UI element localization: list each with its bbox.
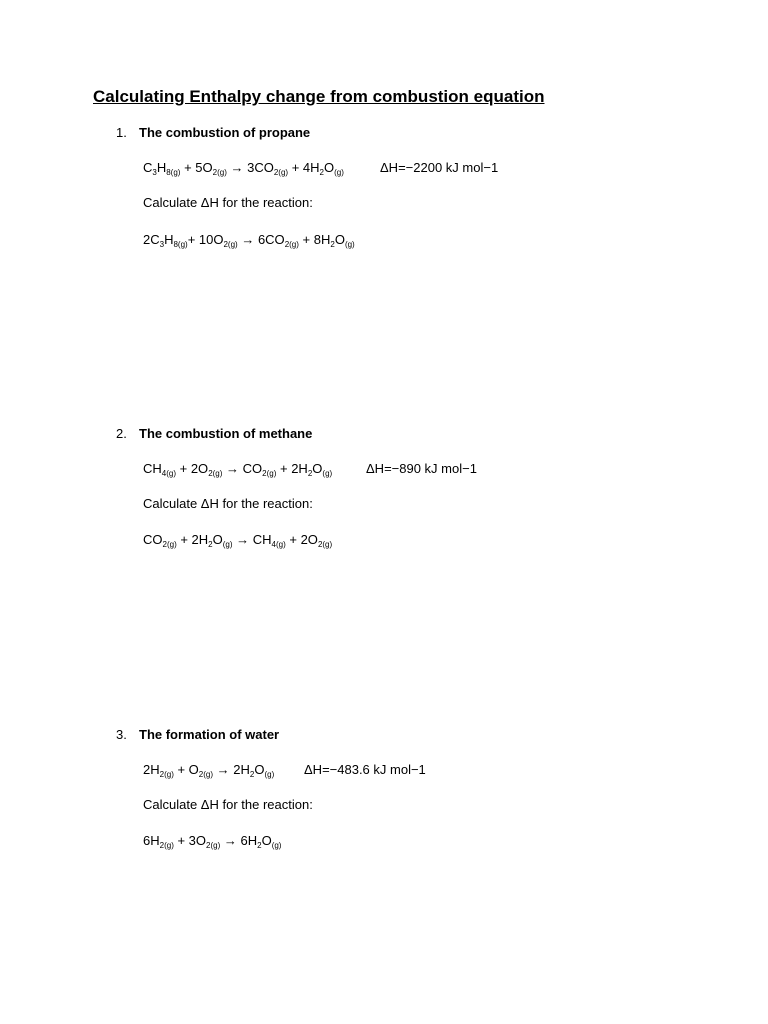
equation-text: + 3O [173,833,207,848]
question-1-prompt: Calculate ΔH for the reaction: [143,195,313,210]
equation-text: O [261,833,272,848]
equation-text: + 4H [288,160,320,175]
equation-text: + 10O [187,232,224,247]
equation-subscript: 2(g) [212,168,227,177]
equation-subscript: 2(g) [223,240,238,249]
equation-text: O [254,762,265,777]
equation-subscript: 2(g) [284,240,299,249]
equation-text: O [312,461,323,476]
equation-text: + 2H [276,461,308,476]
equation-subscript: 8(g) [166,168,181,177]
equation-subscript: (g) [334,168,344,177]
question-3-number: 3. [116,727,127,742]
equation-subscript: (g) [271,841,282,850]
equation-text: O [323,160,335,175]
equation-subscript: 2 [330,240,335,249]
equation-text: O [212,532,223,547]
equation-subscript: 2 [257,841,262,850]
question-3-prompt: Calculate ΔH for the reaction: [143,797,313,812]
equation-subscript: 2(g) [262,469,277,478]
equation-subscript: 3 [152,168,157,177]
equation-subscript: (g) [222,540,233,549]
equation-subscript: 2(g) [159,770,174,779]
equation-subscript: 3 [159,240,165,249]
equation-subscript: 2 [249,770,255,779]
equation-text: + O [173,762,199,777]
question-1-heading: The combustion of propane [139,125,311,140]
page-title: Calculating Enthalpy change from combustion equation [93,87,545,106]
equation-subscript: 4(g) [161,469,177,478]
equation-subscript: 2(g) [317,540,333,549]
question-2-enthalpy: ΔH=−890 kJ mol−1 [366,461,477,476]
question-2-number: 2. [116,426,127,441]
equation-text: 2C [143,232,160,247]
question-1-given-equation [143,160,344,175]
equation-text: + 2O [176,461,209,476]
equation-text: → 3CO [226,160,274,175]
question-2-target-equation [143,532,332,547]
equation-subscript: 8(g) [173,240,188,249]
equation-text: → 6H [220,833,258,848]
question-1-target-equation [143,232,355,247]
equation-subscript: 2(g) [208,469,223,478]
question-3-enthalpy: ΔH=−483.6 kJ mol−1 [304,762,426,777]
equation-text: CH [143,461,162,476]
question-2-prompt: Calculate ΔH for the reaction: [143,496,313,511]
equation-subscript: 2(g) [198,770,214,779]
equation-text: + 2H [176,532,209,547]
equation-subscript: 2 [208,540,213,549]
equation-text: H [156,160,167,175]
equation-text: → CH [232,532,272,547]
question-3-heading: The formation of water [139,727,280,742]
equation-subscript: 2(g) [159,841,174,850]
equation-subscript: 2(g) [273,168,289,177]
question-1-number: 1. [116,125,127,140]
equation-text: O [334,232,345,247]
equation-text: 6H [143,833,160,848]
question-2-heading: The combustion of methane [139,426,313,441]
question-3-target-equation [143,833,281,848]
equation-text: + 2O [285,532,318,547]
equation-text: → CO [222,461,263,476]
equation-subscript: 2(g) [162,540,177,549]
equation-subscript: (g) [264,770,275,779]
question-1-enthalpy: ΔH=−2200 kJ mol−1 [380,160,499,175]
equation-text: C [143,160,153,175]
equation-text: H [164,232,174,247]
equation-subscript: 2 [307,469,313,478]
equation-subscript: 4(g) [271,540,286,549]
question-2-given-equation [143,461,332,476]
equation-subscript: (g) [322,469,333,478]
equation-text: 2H [143,762,160,777]
equation-subscript: 2(g) [206,841,221,850]
equation-text: + 8H [298,232,331,247]
question-3-given-equation [143,762,274,777]
equation-text: → 6CO [237,232,285,247]
equation-text: → 2H [213,762,250,777]
equation-subscript: (g) [344,240,355,249]
equation-text: + 5O [180,160,213,175]
equation-subscript: 2 [319,168,324,177]
equation-text: CO [143,532,163,547]
